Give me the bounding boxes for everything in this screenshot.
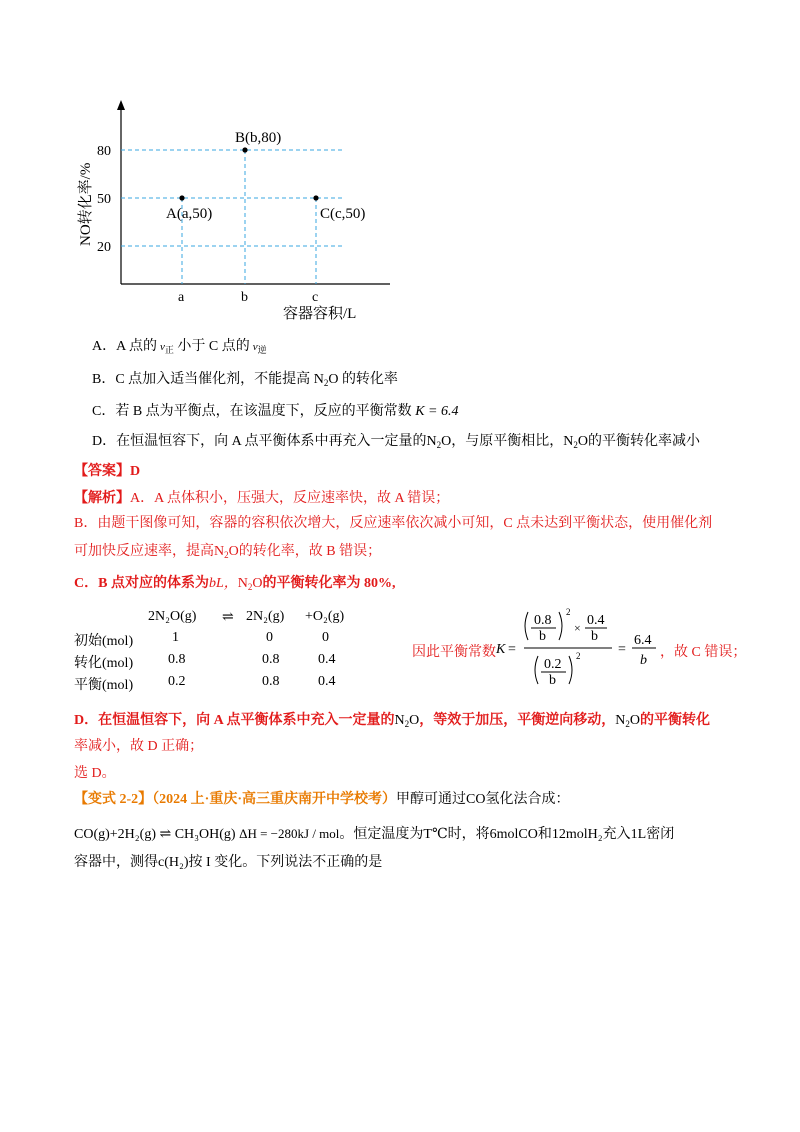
k-num-c: 0.4 xyxy=(587,613,605,628)
variant-text-3a: 容器中，测得 xyxy=(74,855,158,870)
k-res-h: b xyxy=(640,653,647,668)
variant-equation: CO(g)+2H₂(g) ⇌ CH₃OH(g) xyxy=(74,827,236,842)
analysis-text-4b: bL， xyxy=(208,576,238,591)
analysis-line-7: 选 D。 xyxy=(74,766,116,781)
variant-vol: 1L xyxy=(630,827,647,842)
formula-n: N xyxy=(563,434,574,449)
k-prefix: 因此平衡常数 xyxy=(412,645,496,660)
option-a xyxy=(92,337,267,357)
variant-ch2: c(H₂) xyxy=(158,855,189,870)
analysis-line-5 xyxy=(74,711,710,731)
k-den-e: 0.2 xyxy=(544,657,562,672)
x-axis-label: 容器容积/L xyxy=(283,306,357,322)
analysis-label: 【解析】 xyxy=(74,491,130,506)
table-cell: 0.8 xyxy=(262,652,280,667)
option-d-text3: 的平衡转化率减小 xyxy=(587,434,700,449)
option-b xyxy=(92,370,398,390)
table-row-label: 转化(mol) xyxy=(74,656,134,671)
k-eq2: = xyxy=(618,642,626,657)
option-a-v2: v xyxy=(252,341,258,353)
analysis-text-3b: 的转化率，故 B 错误； xyxy=(238,544,382,559)
variant-text-3: 。恒定温度为 xyxy=(339,827,424,842)
variant-line-2 xyxy=(74,824,674,845)
formula-n: N xyxy=(313,372,324,387)
y-tick-label: 80 xyxy=(97,144,111,159)
analysis-text-5a: D．在恒温恒容下，向 A 点平衡体系中充入一定量的 xyxy=(74,713,395,728)
option-d xyxy=(92,432,700,452)
formula-sub-2: 2 xyxy=(224,550,229,560)
formula-o: O xyxy=(441,434,452,449)
k-suffix: ，故 C 错误； xyxy=(660,645,747,660)
formula-o: O xyxy=(328,372,339,387)
formula-o: O xyxy=(409,713,420,728)
variant-text-1: 甲醇可通过 xyxy=(396,792,467,807)
formula-o: O xyxy=(252,576,263,591)
variant-tag: 【变式 2-2】 xyxy=(74,792,153,807)
variant-amt-2: 12molH₂ xyxy=(551,827,603,842)
variant-dh: ΔH = −280kJ / mol xyxy=(239,826,340,841)
table-cell: 0 xyxy=(266,630,273,645)
x-tick-label: c xyxy=(312,290,319,305)
analysis-text-5c: 的平衡转化 xyxy=(639,713,710,728)
table-row-label: 初始(mol) xyxy=(74,634,134,649)
analysis-text-4c: 的平衡转化率为 80%, xyxy=(262,576,396,591)
table-header-c1: 2N₂O(g) xyxy=(148,609,197,624)
analysis-line-2: B．由题干图像可知，容器的容积依次增大，反应速率依次减小可知，C 点未达到平衡状态，使用催化剂 xyxy=(74,516,713,531)
formula-sub-2: 2 xyxy=(436,440,442,450)
formula-sub-2: 2 xyxy=(625,719,630,729)
table-cell: 0.2 xyxy=(168,674,186,689)
option-c xyxy=(92,402,458,422)
x-tick-label: b xyxy=(241,290,248,305)
k-num-b: b xyxy=(539,629,546,644)
paren-left-den xyxy=(535,656,538,684)
k-times: × xyxy=(574,621,581,635)
y-axis-label: NO转化率/% xyxy=(78,162,94,246)
variant-co: CO xyxy=(466,792,486,807)
analysis-text-3a: 可加快反应速率，提高 xyxy=(74,544,214,559)
k-den-f: b xyxy=(549,673,556,688)
k-num-a: 0.8 xyxy=(534,613,552,628)
k-equals: = xyxy=(508,642,516,657)
variant-line-3 xyxy=(74,853,382,873)
y-tick-label: 50 xyxy=(97,192,111,207)
point-label: A(a,50) xyxy=(166,206,213,222)
table-cell: 1 xyxy=(172,630,179,645)
analysis-line-1 xyxy=(74,489,449,509)
k-symbol: K xyxy=(496,642,506,657)
table-cell: 0.4 xyxy=(318,674,336,689)
formula-sub-2: 2 xyxy=(323,378,329,388)
option-a-v1: v xyxy=(159,341,165,353)
table-header-arrow: ⇌ xyxy=(222,610,234,625)
answer-label: 【答案】 xyxy=(74,464,130,479)
formula-o: O xyxy=(629,713,640,728)
analysis-line-3 xyxy=(74,542,381,562)
table-cell: 0 xyxy=(322,630,329,645)
option-d-text2: ，与原平衡相比， xyxy=(451,434,564,449)
formula-o: O xyxy=(577,434,588,449)
formula-n: N xyxy=(214,544,225,559)
formula-n: N xyxy=(237,576,248,591)
paren-left-num xyxy=(525,612,528,640)
data-point xyxy=(179,195,184,200)
variant-text-6: 充入 xyxy=(602,827,631,842)
variant-source: （2024 上·重庆·高三重庆南开中学校考） xyxy=(152,792,397,807)
k-num-d: b xyxy=(591,629,598,644)
point-label: B(b,80) xyxy=(235,130,282,146)
table-cell: 0.4 xyxy=(318,652,336,667)
table-row-label: 平衡(mol) xyxy=(74,678,134,693)
analysis-text-1: A．A 点体积小，压强大，反应速率快，故 A 错误； xyxy=(130,491,450,506)
option-a-s1: 正 xyxy=(164,345,174,355)
option-d-text: D．在恒温恒容下，向 A 点平衡体系中再充入一定量的 xyxy=(92,434,427,449)
variant-text-2: 氢化法合成： xyxy=(485,792,570,807)
formula-sub-2: 2 xyxy=(573,440,578,450)
option-b-text2: 的转化率 xyxy=(341,372,398,387)
k-num-exp: 2 xyxy=(566,607,571,617)
formula-n: N xyxy=(426,434,437,449)
formula-sub-2: 2 xyxy=(247,582,253,592)
k-den-exp: 2 xyxy=(576,651,581,661)
paren-right-den xyxy=(569,656,572,684)
variant-line-1 xyxy=(74,790,569,810)
x-tick-label: a xyxy=(178,290,185,305)
analysis-text-4a: C．B 点对应的体系为 xyxy=(74,576,209,591)
formula-n: N xyxy=(394,713,405,728)
point-label: C(c,50) xyxy=(320,206,366,222)
variant-text-4: 时，将 xyxy=(447,827,490,842)
option-c-text: C．若 B 点为平衡点，在该温度下，反应的平衡常数 xyxy=(92,404,412,419)
option-a-text: A．A 点的 xyxy=(92,339,157,354)
option-b-text: B．C 点加入适当催化剂，不能提高 xyxy=(92,372,311,387)
option-c-k: K = 6.4 xyxy=(415,404,459,419)
y-tick-label: 20 xyxy=(97,240,111,255)
analysis-line-6: 率减小，故 D 正确； xyxy=(74,739,204,754)
analysis-line-4 xyxy=(74,574,396,594)
analysis-text-5b: ，等效于加压，平衡逆向移动， xyxy=(419,713,616,728)
variant-text-5: 和 xyxy=(537,827,552,842)
option-a-text2: 小于 C 点的 xyxy=(177,339,250,354)
table-header-c2: 2N₂(g) xyxy=(246,609,285,624)
table-cell: 0.8 xyxy=(168,652,186,667)
answer-value: D xyxy=(130,464,141,479)
formula-o: O xyxy=(228,544,239,559)
variant-amt-1: 6molCO xyxy=(489,827,538,842)
formula-sub-2: 2 xyxy=(404,719,410,729)
k-res-g: 6.4 xyxy=(634,633,652,648)
table-header-c3: +O₂(g) xyxy=(305,609,345,624)
answer-line xyxy=(74,462,140,482)
table-cell: 0.8 xyxy=(262,674,280,689)
data-point xyxy=(313,195,318,200)
variant-temp: T℃ xyxy=(423,827,448,842)
option-a-s2: 逆 xyxy=(257,345,267,355)
variant-text-7: 密闭 xyxy=(646,827,675,842)
conversion-chart xyxy=(0,0,800,330)
paren-right-num xyxy=(559,612,562,640)
formula-n: N xyxy=(615,713,626,728)
y-axis-arrow xyxy=(117,100,125,110)
variant-text-3b: 按 I 变化。下列说法不正确的是 xyxy=(188,855,383,870)
data-point xyxy=(242,147,247,152)
